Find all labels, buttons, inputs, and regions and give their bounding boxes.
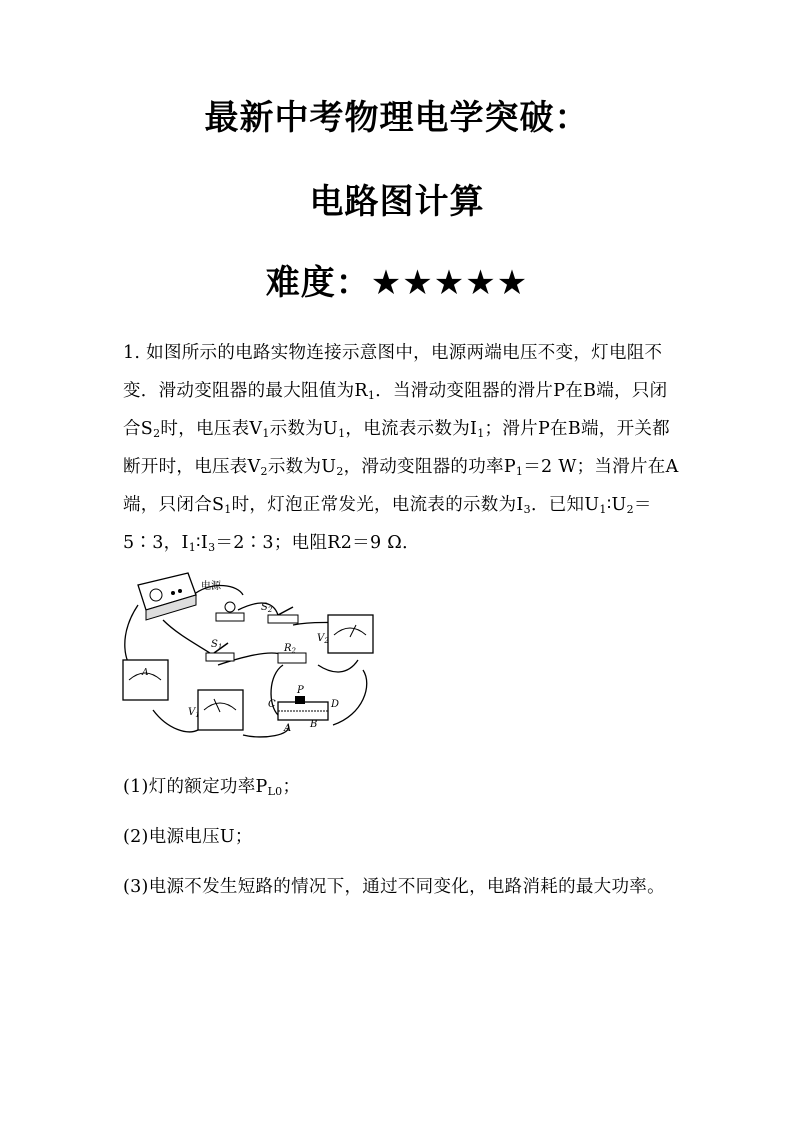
problem-text: ，滑动变阻器的功率P — [343, 457, 516, 477]
problem-text: ∶U — [606, 495, 627, 515]
subscript: 2 — [336, 465, 344, 478]
problem-text: 时，电压表V — [160, 419, 263, 439]
label-v2: $V_2$ — [317, 633, 329, 645]
subscript: 1 — [599, 503, 607, 516]
label-p: P — [297, 685, 304, 696]
subscript: 1 — [188, 541, 196, 554]
difficulty-stars: ★★★★★ — [370, 263, 529, 303]
label-power-supply: 电源 — [201, 581, 221, 592]
problem-text: ，电流表示数为I — [345, 419, 478, 439]
problem-text: ．已知U — [530, 495, 600, 515]
circuit-diagram — [118, 565, 386, 745]
problem-number: 1. — [123, 343, 141, 363]
subscript: 1 — [262, 427, 270, 440]
label-ammeter: A — [142, 668, 149, 678]
problem-text: ＝5∶3，I — [123, 495, 652, 553]
label-d: D — [331, 699, 340, 710]
problem-text: ＝2 W；当滑片在A端，只闭合S — [123, 457, 679, 515]
voltmeter-v2-icon — [328, 615, 373, 653]
problem-text: ∶I — [196, 533, 209, 553]
subscript: 2 — [260, 465, 268, 478]
label-s2: $S_2$ — [261, 602, 273, 614]
subscript: 3 — [208, 541, 216, 554]
problem-text: ．当滑动变阻器的滑片P在B端，只闭合S — [123, 381, 668, 439]
ammeter-icon — [123, 660, 168, 700]
subscript: 1 — [367, 389, 376, 402]
page-subtitle: 电路图计算 — [309, 182, 485, 222]
subscript: 1 — [515, 465, 524, 478]
page-title: 最新中考物理电学突破： — [204, 98, 590, 138]
difficulty-rating — [0, 263, 794, 303]
subscript: 1 — [224, 503, 232, 516]
subscript: 3 — [523, 503, 531, 516]
label-s1: $S_1$ — [211, 639, 223, 651]
label-r2: $R_2$ — [284, 643, 296, 655]
label-b: B — [310, 719, 318, 730]
problem-text: ＝2∶3；电阻R2＝9 Ω． — [215, 533, 420, 553]
switch-s2-icon — [268, 607, 298, 623]
question-2: (2)电源电压U； — [123, 827, 253, 847]
label-c: C — [268, 699, 276, 710]
question-3: (3)电源不发生短路的情况下，通过不同变化，电路消耗的最大功率。 — [123, 877, 665, 897]
question-1: (1)灯的额定功率$P_{L0}$； — [123, 777, 301, 798]
lamp-icon — [216, 602, 244, 621]
subscript: 1 — [338, 427, 346, 440]
subscript: 1 — [477, 427, 485, 440]
problem-text: 示数为U — [267, 457, 337, 477]
label-a: A — [284, 723, 292, 734]
problem-text: 示数为U — [269, 419, 339, 439]
problem-text: 时，灯泡正常发光，电流表的示数为I — [231, 495, 524, 515]
subscript: 2 — [153, 427, 161, 440]
problem-statement — [123, 334, 683, 562]
problem-text: 如图所示的电路实物连接示意图中，电源两端电压不变，灯电阻不变．滑动变阻器的最大阻值为R — [123, 343, 663, 401]
subscript: L0 — [267, 785, 283, 798]
voltmeter-v1-icon — [198, 690, 243, 730]
rheostat-icon — [278, 696, 328, 720]
difficulty-label: 难度： — [265, 263, 371, 303]
power-supply-icon — [138, 573, 196, 620]
label-v1: $V_1$ — [188, 707, 200, 719]
problem-text: ；滑片P在B端，开关都断开时，电压表V — [123, 419, 670, 477]
subscript: 2 — [626, 503, 634, 516]
